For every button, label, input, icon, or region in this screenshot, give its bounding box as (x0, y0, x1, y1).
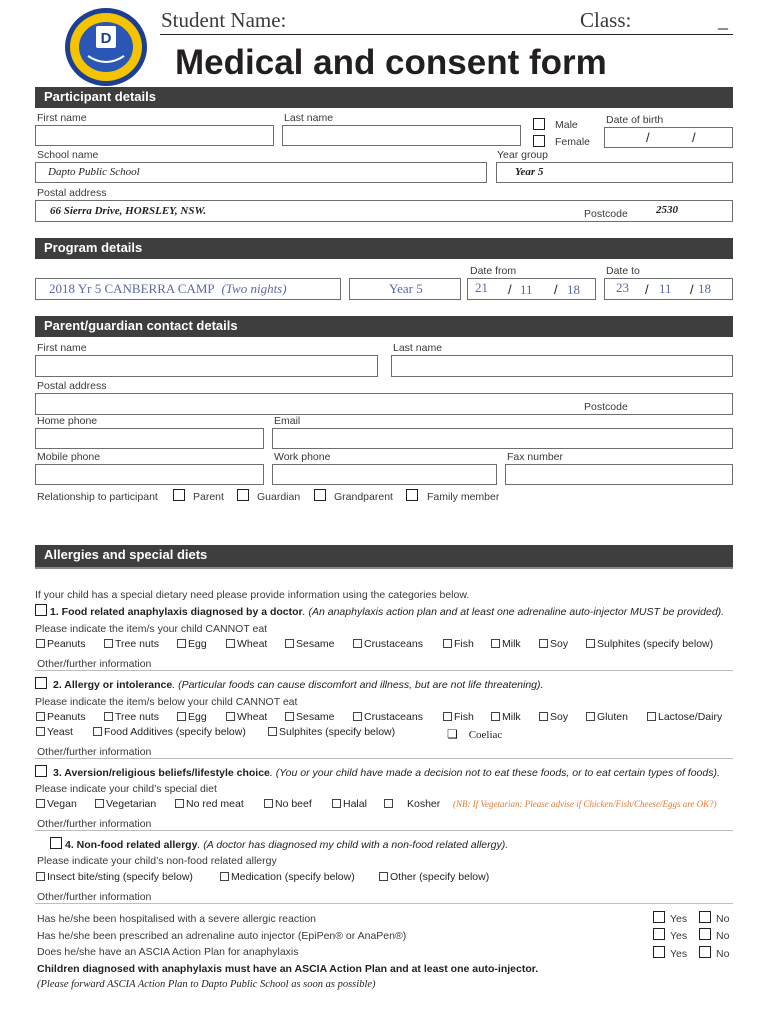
q3-other-line[interactable] (35, 830, 733, 831)
checkbox-icon (384, 799, 393, 808)
checkbox-icon (268, 727, 277, 736)
checkbox-icon (264, 799, 273, 808)
q1-title: 1. Food related anaphylaxis diagnosed by a doctor (50, 606, 303, 618)
yes-checkbox[interactable] (653, 928, 665, 940)
q4-note: . (A doctor has diagnosed my child with a non-food related allergy). (197, 839, 509, 851)
checkbox-icon (226, 712, 235, 721)
q1-other-label: Other/further information (37, 658, 152, 670)
q2-option[interactable] (491, 711, 521, 723)
q2-option-label: Tree nuts (115, 711, 159, 723)
yn-question: Has he/she been hospitalised with a severe allergic reaction (37, 913, 316, 925)
q4-option[interactable] (220, 871, 355, 883)
participant-heading: Participant details (35, 87, 733, 108)
q1-option-label: Tree nuts (115, 638, 159, 650)
q2-option-label: Gluten (597, 711, 628, 723)
q2-checkbox[interactable] (35, 677, 47, 689)
q1-prompt: Please indicate the item/s your child CANNOT eat (35, 623, 268, 635)
q1-option-label: Soy (550, 638, 569, 650)
q2-option[interactable] (36, 726, 73, 738)
q3-option[interactable] (384, 798, 440, 810)
q1-option-label: Egg (188, 638, 207, 650)
work-phone-field[interactable] (272, 464, 497, 485)
q3-option[interactable] (264, 798, 312, 810)
q1-option-label: Peanuts (47, 638, 86, 650)
q4-other-label: Other/further information (37, 891, 152, 903)
q3-option-label: Vegan (47, 798, 77, 810)
q2-option[interactable] (353, 711, 423, 723)
school-name-value: Dapto Public School (48, 166, 140, 178)
no-label: No (716, 930, 730, 942)
q2-option[interactable] (539, 711, 568, 723)
mobile-phone-field[interactable] (35, 464, 264, 485)
checkbox-icon (220, 872, 229, 881)
checkbox-icon (285, 712, 294, 721)
first-name-field[interactable] (35, 125, 274, 146)
guardian-last-name-field[interactable] (391, 355, 733, 377)
program-name-text: 2018 Yr 5 CANBERRA CAMP (49, 281, 215, 296)
date-to-label: Date to (606, 265, 640, 277)
relationship-checkbox-grandparent[interactable] (314, 489, 326, 501)
q1-option[interactable] (539, 638, 568, 650)
relationship-checkbox-family[interactable] (406, 489, 418, 501)
q4-option[interactable] (379, 871, 489, 883)
home-phone-field[interactable] (35, 428, 264, 449)
checkbox-icon (491, 712, 500, 721)
checkbox-icon (586, 712, 595, 721)
no-label: No (716, 913, 730, 925)
date-to-separator: / (645, 282, 649, 297)
svg-text:D: D (100, 30, 112, 47)
q4-other-line[interactable] (35, 903, 733, 904)
checkbox-icon (443, 639, 452, 648)
date-from-month: 11 (520, 282, 533, 297)
yn-question: Has he/she been prescribed an adrenaline auto injector (EpiPen® or AnaPen®) (37, 930, 407, 942)
q2-option[interactable] (93, 726, 246, 738)
program-year-value: Year 5 (389, 281, 423, 296)
q2-option[interactable] (268, 726, 395, 738)
student-name-label: Student Name: (161, 8, 287, 32)
q2-option[interactable] (586, 711, 628, 723)
mobile-phone-label: Mobile phone (37, 451, 101, 463)
guardian-postal-label: Postal address (37, 380, 107, 392)
page-title: Medical and consent form (175, 43, 607, 82)
relationship-option: Family member (427, 491, 500, 503)
q1-option-label: Sesame (296, 638, 335, 650)
checkbox-icon (36, 639, 45, 648)
postal-address-value: 66 Sierra Drive, HORSLEY, NSW. (50, 205, 207, 217)
allergies-heading: Allergies and special diets (35, 545, 733, 567)
checkbox-icon (379, 872, 388, 881)
q1-option[interactable] (226, 638, 267, 650)
q1-option[interactable] (36, 638, 86, 650)
q3-option[interactable] (332, 798, 367, 810)
q2-option-label: Milk (502, 711, 521, 723)
home-phone-label: Home phone (37, 415, 98, 427)
yes-label: Yes (670, 930, 688, 942)
allergies-heading-shadow (35, 567, 733, 569)
relationship-checkbox-parent[interactable] (173, 489, 185, 501)
q2-option[interactable] (443, 711, 474, 723)
checkbox-icon (539, 639, 548, 648)
q2-option[interactable] (104, 711, 159, 723)
dob-field[interactable] (604, 127, 733, 148)
date-to-month: 11 (659, 281, 672, 296)
q4-option-label: Insect bite/sting (specify below) (47, 871, 193, 883)
class-blank: _ (718, 10, 728, 32)
q3-title: 3. Aversion/religious beliefs/lifestyle choice (53, 767, 270, 779)
q2-other-label: Other/further information (37, 746, 152, 758)
q2-option-label: Yeast (47, 726, 73, 738)
q1-checkbox[interactable] (35, 604, 47, 616)
fax-number-field[interactable] (505, 464, 733, 485)
q1-option[interactable] (353, 638, 423, 650)
allergies-intro: If your child has a special dietary need please provide information using the categories below. (35, 589, 470, 601)
yes-checkbox[interactable] (653, 911, 665, 923)
checkbox-icon: ❏ (447, 727, 458, 741)
q2-option[interactable] (285, 711, 335, 723)
last-name-field[interactable] (282, 125, 521, 146)
female-checkbox[interactable] (533, 135, 545, 147)
no-checkbox[interactable] (699, 911, 711, 923)
male-checkbox[interactable] (533, 118, 545, 130)
relationship-option: Parent (193, 491, 224, 503)
q2-option-coeliac[interactable] (447, 727, 502, 741)
date-from-day: 21 (475, 280, 488, 295)
q3-option[interactable] (175, 798, 244, 810)
email-field[interactable] (272, 428, 733, 449)
checkbox-icon (353, 639, 362, 648)
q4-prompt: Please indicate your child’s non-food related allergy (37, 855, 277, 867)
q3-option[interactable] (36, 798, 77, 810)
q1-option-label: Fish (454, 638, 474, 650)
q2-option-label: Fish (454, 711, 474, 723)
q1-option[interactable] (443, 638, 474, 650)
yn-question: Does he/she have an ASCIA Action Plan for anaphylaxis (37, 946, 299, 958)
school-logo (63, 6, 149, 88)
q3-option-label: Kosher (407, 798, 441, 810)
checkbox-icon (647, 712, 656, 721)
date-from-separator: / (554, 282, 558, 297)
guardian-first-name-field[interactable] (35, 355, 378, 377)
guardian-last-name-label: Last name (393, 342, 443, 354)
q2-option-label: Lactose/Dairy (658, 711, 723, 723)
checkbox-icon (36, 872, 45, 881)
program-name-note: (Two nights) (221, 281, 287, 296)
school-name-label: School name (37, 149, 99, 161)
q2-option-label: Crustaceans (364, 711, 423, 723)
postcode-label: Postcode (584, 208, 628, 220)
q1-heading (50, 606, 724, 618)
program-name-value (49, 281, 287, 297)
q4-heading (65, 839, 508, 851)
email-label: Email (274, 415, 301, 427)
q3-vegetarian-note: (NB: If Vegetarian: Please advise if Chicken/Fish/Cheese/Eggs are OK?) (453, 799, 717, 809)
q2-option-label: Wheat (237, 711, 268, 723)
q3-option-label: No beef (275, 798, 312, 810)
q1-other-line[interactable] (35, 670, 733, 671)
dob-separator: / (646, 130, 650, 145)
q3-option-label: No red meat (186, 798, 244, 810)
anaphylaxis-requirement: Children diagnosed with anaphylaxis must have an ASCIA Action Plan and at least one auto-injector. (37, 963, 539, 975)
q2-option[interactable] (647, 711, 722, 723)
q2-option[interactable] (36, 711, 86, 723)
q2-heading (53, 679, 543, 691)
q1-option[interactable] (586, 638, 713, 650)
no-label: No (716, 948, 730, 960)
action-plan-note: (Please forward ASCIA Action Plan to Dapto Public School as soon as possible) (37, 979, 376, 990)
checkbox-icon (36, 727, 45, 736)
q1-option-label: Milk (502, 638, 521, 650)
checkbox-icon (586, 639, 595, 648)
q3-checkbox[interactable] (35, 765, 47, 777)
guardian-postal-field[interactable] (35, 393, 733, 415)
date-to-day: 23 (616, 280, 629, 295)
relationship-label: Relationship to participant (37, 491, 158, 503)
checkbox-icon (93, 727, 102, 736)
year-group-label: Year group (497, 149, 548, 161)
q1-option[interactable] (104, 638, 159, 650)
q2-other-line[interactable] (35, 758, 733, 759)
female-label: Female (555, 136, 591, 148)
checkbox-icon (539, 712, 548, 721)
relationship-checkbox-guardian[interactable] (237, 489, 249, 501)
guardian-postcode-label: Postcode (584, 401, 628, 413)
male-label: Male (555, 119, 578, 131)
program-heading: Program details (35, 238, 733, 259)
q2-option-label: Sesame (296, 711, 335, 723)
q2-option-label: Coeliac (468, 729, 503, 741)
dob-label: Date of birth (606, 114, 664, 126)
guardian-first-name-label: First name (37, 342, 87, 354)
q1-option[interactable] (285, 638, 335, 650)
year-group-value: Year 5 (515, 166, 544, 178)
q4-option-label: Medication (specify below) (231, 871, 355, 883)
q3-option[interactable] (95, 798, 156, 810)
q3-note: . (You or your child have made a decision not to eat these foods, or to eat certain types of foods). (269, 767, 720, 779)
q1-option-label: Crustaceans (364, 638, 423, 650)
checkbox-icon (104, 639, 113, 648)
yes-label: Yes (670, 948, 688, 960)
checkbox-icon (177, 712, 186, 721)
checkbox-icon (95, 799, 104, 808)
checkbox-icon (332, 799, 341, 808)
q2-option-label: Peanuts (47, 711, 86, 723)
date-to-year: 18 (698, 281, 711, 296)
yes-checkbox[interactable] (653, 946, 665, 958)
q4-option-label: Other (specify below) (390, 871, 490, 883)
dob-separator: / (692, 130, 696, 145)
no-checkbox[interactable] (699, 928, 711, 940)
q2-option[interactable] (177, 711, 207, 723)
checkbox-icon (36, 799, 45, 808)
q3-heading (53, 767, 720, 779)
q3-option-label: Halal (343, 798, 367, 810)
postcode-value: 2530 (656, 204, 678, 216)
work-phone-label: Work phone (274, 451, 331, 463)
relationship-option: Guardian (257, 491, 301, 503)
q4-checkbox[interactable] (50, 837, 62, 849)
q3-other-label: Other/further information (37, 818, 152, 830)
date-to-separator: / (690, 282, 694, 297)
date-from-label: Date from (470, 265, 517, 277)
q2-prompt: Please indicate the item/s below your child CANNOT eat (35, 696, 298, 708)
checkbox-icon (226, 639, 235, 648)
first-name-label: First name (37, 112, 87, 124)
date-from-year: 18 (567, 282, 580, 297)
q2-option-label: Food Additives (specify below) (104, 726, 246, 738)
checkbox-icon (104, 712, 113, 721)
q1-option-label: Sulphites (specify below) (597, 638, 714, 650)
q2-title: 2. Allergy or intolerance (53, 679, 173, 691)
q2-option-label: Sulphites (specify below) (279, 726, 396, 738)
checkbox-icon (353, 712, 362, 721)
relationship-option: Grandparent (334, 491, 393, 503)
q1-option-label: Wheat (237, 638, 268, 650)
q3-prompt: Please indicate your child’s special diet (35, 783, 217, 795)
q4-title: 4. Non-food related allergy (65, 839, 198, 851)
no-checkbox[interactable] (699, 946, 711, 958)
guardian-heading: Parent/guardian contact details (35, 316, 733, 337)
q1-note: . (An anaphylaxis action plan and at least one adrenaline auto-injector MUST be provided). (302, 606, 725, 618)
postal-address-label: Postal address (37, 187, 107, 199)
q3-option-label: Vegetarian (106, 798, 157, 810)
q1-option[interactable] (491, 638, 521, 650)
q2-option-label: Soy (550, 711, 569, 723)
class-label: Class: (580, 8, 632, 32)
checkbox-icon (36, 712, 45, 721)
date-from-separator: / (508, 282, 512, 297)
checkbox-icon (175, 799, 184, 808)
checkbox-icon (443, 712, 452, 721)
q2-option[interactable] (226, 711, 267, 723)
q4-option[interactable] (36, 871, 193, 883)
q2-option-label: Egg (188, 711, 207, 723)
q1-option[interactable] (177, 638, 207, 650)
checkbox-icon (285, 639, 294, 648)
checkbox-icon (177, 639, 186, 648)
last-name-label: Last name (284, 112, 334, 124)
yes-label: Yes (670, 913, 688, 925)
q2-note: . (Particular foods can cause discomfort and illness, but are not life threatening). (172, 679, 544, 691)
checkbox-icon (491, 639, 500, 648)
header-rule (160, 34, 733, 35)
fax-number-label: Fax number (507, 451, 564, 463)
